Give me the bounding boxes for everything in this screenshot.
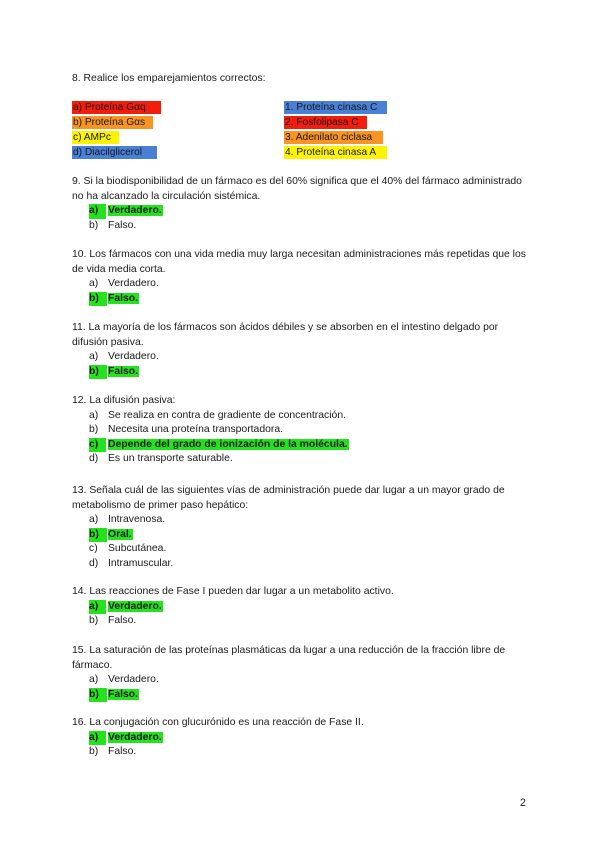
option-text: Falso. bbox=[108, 292, 139, 304]
option-b[interactable] bbox=[89, 365, 532, 380]
option-text: Verdadero. bbox=[108, 600, 162, 612]
option-a[interactable] bbox=[89, 600, 532, 615]
question-9 bbox=[72, 175, 532, 233]
option-text: Necesita una proteína transportadora. bbox=[108, 424, 284, 436]
match-right-3: 3. Adenilato ciclasa bbox=[284, 131, 383, 144]
option-text: Intramuscular. bbox=[108, 557, 174, 569]
question-stem: 13. Señala cuál de las siguientes vías de administración puede dar lugar a un mayor grado de metabolismo de primer paso hepático: bbox=[72, 485, 505, 511]
option-text: Se realiza en contra de gradiente de concentración. bbox=[108, 409, 346, 421]
option-a[interactable] bbox=[89, 409, 532, 424]
question-10 bbox=[72, 248, 532, 306]
question-16 bbox=[72, 716, 532, 760]
option-a[interactable] bbox=[89, 204, 532, 219]
option-letter: a) bbox=[89, 204, 106, 219]
option-text: Falso. bbox=[108, 365, 139, 377]
page-number: 2 bbox=[520, 797, 526, 809]
option-text: Oral. bbox=[108, 528, 132, 540]
question-stem: 11. La mayoría de los fármacos son ácidos débiles y se absorben en el intestino delgado por difusión pasiva. bbox=[72, 322, 499, 348]
question-15 bbox=[72, 644, 532, 702]
option-c[interactable] bbox=[89, 438, 532, 453]
option-text: Verdadero. bbox=[108, 278, 159, 289]
option-letter: a) bbox=[89, 278, 99, 289]
option-text: Falso. bbox=[108, 746, 137, 758]
option-b[interactable] bbox=[89, 528, 532, 543]
option-d[interactable] bbox=[89, 557, 532, 572]
option-a[interactable] bbox=[89, 513, 532, 528]
option-letter: d) bbox=[89, 453, 99, 465]
option-b[interactable] bbox=[89, 423, 532, 438]
question-12 bbox=[72, 394, 532, 467]
question-stem: 15. La saturación de las proteínas plasmáticas da lugar a una reducción de la fracción libre de fármaco. bbox=[72, 645, 506, 671]
option-letter: b) bbox=[89, 219, 99, 231]
option-text: Subcutánea. bbox=[108, 543, 167, 555]
option-text: Verdadero. bbox=[108, 205, 162, 216]
option-b[interactable] bbox=[89, 614, 532, 629]
option-text: Es un transporte saturable. bbox=[108, 453, 233, 465]
option-text: Depende del grado de ionización de la molécula. bbox=[108, 438, 348, 450]
option-b[interactable] bbox=[89, 688, 532, 703]
option-b[interactable] bbox=[89, 745, 532, 760]
option-letter: b) bbox=[89, 615, 99, 627]
option-letter: a) bbox=[89, 351, 99, 362]
question-stem: 12. La difusión pasiva: bbox=[72, 395, 176, 406]
question-13 bbox=[72, 484, 532, 571]
option-letter: c) bbox=[89, 543, 98, 555]
option-letter: c) bbox=[89, 438, 106, 453]
match-left-c: c) AMPc bbox=[72, 131, 119, 144]
option-letter: a) bbox=[89, 600, 106, 615]
match-right-2: 2. Fosfolipasa C bbox=[284, 116, 367, 129]
option-text: Verdadero. bbox=[108, 351, 159, 362]
option-letter: d) bbox=[89, 557, 99, 569]
question-stem: 14. Las reacciones de Fase I pueden dar lugar a un metabolito activo. bbox=[72, 586, 394, 597]
option-d[interactable] bbox=[89, 452, 532, 467]
question-stem: 8. Realice los emparejamientos correctos: bbox=[72, 73, 266, 84]
option-letter: b) bbox=[89, 746, 99, 758]
option-text: Verdadero. bbox=[108, 674, 159, 685]
option-text: Intravenosa. bbox=[108, 514, 166, 525]
question-stem: 10. Los fármacos con una vida media muy larga necesitan administraciones más repetidas que los de vida media corta. bbox=[72, 249, 526, 275]
option-letter: a) bbox=[89, 514, 99, 525]
option-letter: b) bbox=[89, 365, 107, 380]
match-left-d: d) Diacilglicerol bbox=[72, 146, 157, 159]
question-8 bbox=[72, 72, 532, 87]
option-letter: b) bbox=[89, 528, 107, 543]
option-text: Falso. bbox=[108, 688, 139, 700]
option-letter: b) bbox=[89, 292, 107, 307]
match-left-a: a) Proteína Gαq bbox=[72, 101, 161, 114]
question-stem: 9. Si la biodisponibilidad de un fármaco es del 60% significa que el 40% del fármaco administrado no ha alcanzado la circulación sistémica. bbox=[72, 176, 522, 202]
option-letter: b) bbox=[89, 688, 107, 703]
question-11 bbox=[72, 321, 532, 379]
option-text: Falso. bbox=[108, 219, 137, 231]
option-text: Verdadero. bbox=[108, 731, 162, 743]
option-c[interactable] bbox=[89, 542, 532, 557]
option-letter: a) bbox=[89, 731, 106, 746]
match-right-4: 4. Proteína cinasa A bbox=[284, 146, 387, 159]
match-right-1: 1. Proteína cinasa C bbox=[284, 101, 387, 114]
option-letter: b) bbox=[89, 424, 99, 436]
option-a[interactable] bbox=[89, 673, 532, 688]
option-b[interactable] bbox=[89, 292, 532, 307]
option-b[interactable] bbox=[89, 219, 532, 234]
option-text: Falso. bbox=[108, 615, 137, 627]
option-letter: a) bbox=[89, 674, 99, 685]
option-a[interactable] bbox=[89, 277, 532, 292]
question-stem: 16. La conjugación con glucurónido es una reacción de Fase II. bbox=[72, 717, 364, 728]
option-a[interactable] bbox=[89, 350, 532, 365]
option-a[interactable] bbox=[89, 731, 532, 746]
question-14 bbox=[72, 585, 532, 629]
match-left-b: b) Proteína Gαs bbox=[72, 116, 153, 129]
option-letter: a) bbox=[89, 409, 99, 421]
